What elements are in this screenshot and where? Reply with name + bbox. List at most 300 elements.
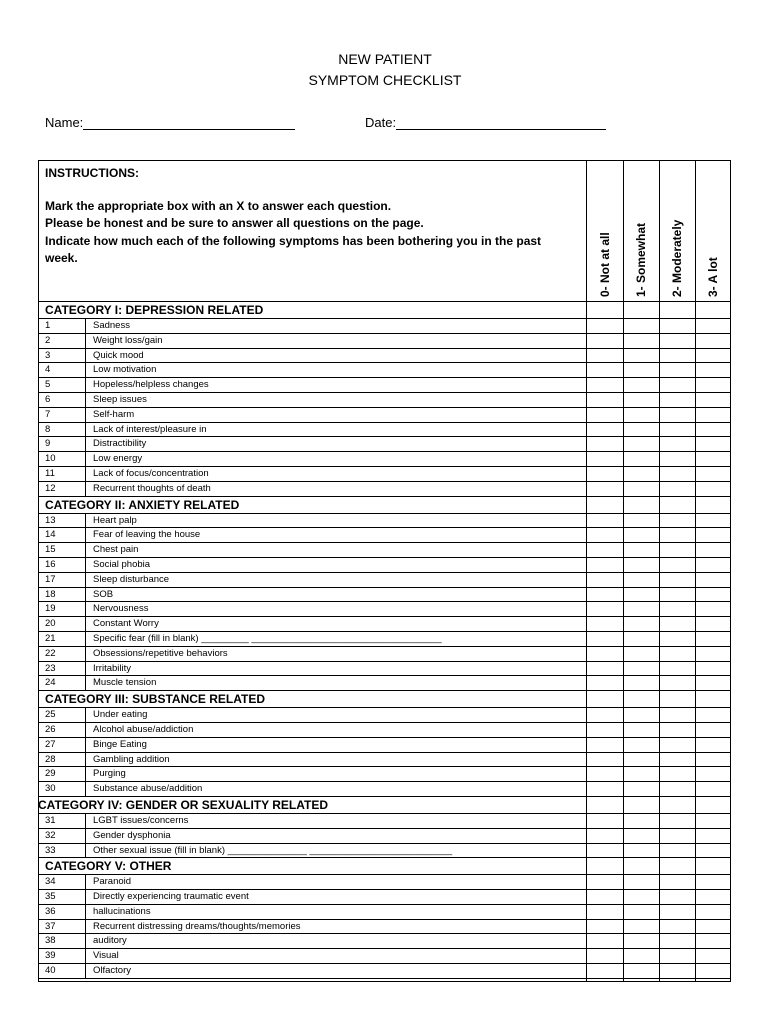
symptom-number: 13 xyxy=(45,514,56,526)
answer-box-somewhat[interactable] xyxy=(624,647,659,661)
symptom-label: Substance abuse/addition xyxy=(93,783,203,795)
symptom-row xyxy=(38,588,731,603)
category-heading: CATEGORY V: OTHER xyxy=(38,858,731,875)
answer-box-not-at-all[interactable] xyxy=(587,588,623,602)
answer-box-not-at-all[interactable] xyxy=(587,934,623,948)
answer-box-somewhat[interactable] xyxy=(624,738,659,752)
symptom-number: 17 xyxy=(45,573,56,585)
answer-box-not-at-all[interactable] xyxy=(587,334,623,348)
date-blank-line[interactable] xyxy=(396,116,606,130)
symptom-number: 27 xyxy=(45,738,56,750)
answer-box-moderately[interactable] xyxy=(660,767,695,781)
answer-box-somewhat[interactable] xyxy=(624,829,659,843)
form-title-line1: NEW PATIENT xyxy=(338,51,432,67)
symptom-number: 3 xyxy=(45,349,51,361)
answer-box-a-lot[interactable] xyxy=(696,423,731,437)
answer-box-a-lot[interactable] xyxy=(696,676,731,690)
answer-box-a-lot[interactable] xyxy=(696,738,731,752)
symptom-label: Weight loss/gain xyxy=(93,334,163,346)
symptom-label: Nervousness xyxy=(93,603,149,615)
instructions-line-2: Please be honest and be sure to answer all questions on the page. xyxy=(45,216,424,230)
answer-box-not-at-all[interactable] xyxy=(587,319,623,333)
number-column-divider xyxy=(85,393,86,407)
answer-box-a-lot[interactable] xyxy=(696,829,731,843)
symptom-number: 12 xyxy=(45,482,56,494)
answer-box-somewhat[interactable] xyxy=(624,617,659,631)
answer-box-somewhat[interactable] xyxy=(624,767,659,781)
symptom-number: 31 xyxy=(45,814,56,826)
answer-box-a-lot[interactable] xyxy=(696,617,731,631)
number-column-divider xyxy=(85,617,86,631)
symptom-label: Under eating xyxy=(93,709,148,721)
symptom-number: 5 xyxy=(45,379,51,391)
answer-box-not-at-all[interactable] xyxy=(587,814,623,828)
answer-box-somewhat[interactable] xyxy=(624,514,659,528)
symptom-number: 7 xyxy=(45,408,51,420)
answer-box-somewhat[interactable] xyxy=(624,905,659,919)
symptom-label: Low energy xyxy=(93,453,143,465)
answer-box-moderately[interactable] xyxy=(660,393,695,407)
answer-box-not-at-all[interactable] xyxy=(587,482,623,496)
answer-box-somewhat[interactable] xyxy=(624,319,659,333)
answer-box-moderately[interactable] xyxy=(660,378,695,392)
answer-box-somewhat[interactable] xyxy=(624,920,659,934)
symptom-label: SOB xyxy=(93,588,114,600)
answer-box-a-lot[interactable] xyxy=(696,452,731,466)
answer-box-a-lot[interactable] xyxy=(696,558,731,572)
symptom-number: 15 xyxy=(45,544,56,556)
number-column-divider xyxy=(85,829,86,843)
symptom-row xyxy=(38,573,731,588)
number-column-divider xyxy=(85,708,86,722)
answer-box-not-at-all[interactable] xyxy=(587,738,623,752)
symptom-number: 29 xyxy=(45,768,56,780)
answer-box-a-lot[interactable] xyxy=(696,437,731,451)
answer-box-somewhat[interactable] xyxy=(624,890,659,904)
symptom-label: Paranoid xyxy=(93,876,132,888)
answer-box-moderately[interactable] xyxy=(660,528,695,542)
symptom-label: Gender dysphonia xyxy=(93,829,171,841)
answer-box-a-lot[interactable] xyxy=(696,708,731,722)
symptom-label: Olfactory xyxy=(93,965,132,977)
symptom-label: Sleep disturbance xyxy=(93,573,170,585)
answer-box-somewhat[interactable] xyxy=(624,753,659,767)
number-column-divider xyxy=(85,514,86,528)
number-column-divider xyxy=(85,934,86,948)
answer-box-not-at-all[interactable] xyxy=(587,890,623,904)
answer-box-somewhat[interactable] xyxy=(624,964,659,978)
symptom-label: Self-harm xyxy=(93,408,135,420)
answer-box-a-lot[interactable] xyxy=(696,514,731,528)
answer-box-somewhat[interactable] xyxy=(624,814,659,828)
answer-box-somewhat[interactable] xyxy=(624,588,659,602)
answer-box-not-at-all[interactable] xyxy=(587,920,623,934)
answer-box-a-lot[interactable] xyxy=(696,662,731,676)
symptom-row xyxy=(38,349,731,364)
answer-box-a-lot[interactable] xyxy=(696,844,731,858)
symptom-label: Chest pain xyxy=(93,544,139,556)
symptom-row xyxy=(38,934,731,949)
symptom-number: 1 xyxy=(45,320,51,331)
answer-box-not-at-all[interactable] xyxy=(587,467,623,481)
answer-box-not-at-all[interactable] xyxy=(587,349,623,363)
answer-box-moderately[interactable] xyxy=(660,875,695,889)
answer-box-somewhat[interactable] xyxy=(624,393,659,407)
symptom-label: Alcohol abuse/addiction xyxy=(93,723,194,735)
answer-box-somewhat[interactable] xyxy=(624,676,659,690)
symptom-row xyxy=(38,543,731,558)
symptom-row xyxy=(38,632,731,647)
symptom-row xyxy=(38,905,731,920)
symptom-row xyxy=(38,723,731,738)
answer-box-somewhat[interactable] xyxy=(624,708,659,722)
symptom-number: 9 xyxy=(45,438,51,450)
number-column-divider xyxy=(85,452,86,466)
symptom-label: Fear of leaving the house xyxy=(93,529,201,541)
symptom-row xyxy=(38,844,731,859)
answer-box-moderately[interactable] xyxy=(660,890,695,904)
symptom-label: auditory xyxy=(93,935,127,947)
symptom-row xyxy=(38,738,731,753)
answer-box-moderately[interactable] xyxy=(660,814,695,828)
symptom-number: 33 xyxy=(45,844,56,856)
answer-box-moderately[interactable] xyxy=(660,319,695,333)
date-field[interactable] xyxy=(365,115,606,130)
symptom-row xyxy=(38,890,731,905)
number-column-divider xyxy=(85,814,86,828)
symptom-label: Muscle tension xyxy=(93,677,157,689)
answer-box-moderately[interactable] xyxy=(660,514,695,528)
symptom-row xyxy=(38,363,731,378)
answer-box-not-at-all[interactable] xyxy=(587,753,623,767)
answer-box-not-at-all[interactable] xyxy=(587,558,623,572)
symptom-label: Visual xyxy=(93,950,119,962)
answer-box-not-at-all[interactable] xyxy=(587,617,623,631)
symptom-label: hallucinations xyxy=(93,905,151,917)
answer-box-a-lot[interactable] xyxy=(696,408,731,422)
answer-box-somewhat[interactable] xyxy=(624,363,659,377)
answer-box-a-lot[interactable] xyxy=(696,349,731,363)
answer-box-moderately[interactable] xyxy=(660,617,695,631)
answer-box-moderately[interactable] xyxy=(660,482,695,496)
symptom-row xyxy=(38,334,731,349)
symptom-number: 10 xyxy=(45,453,56,465)
answer-box-a-lot[interactable] xyxy=(696,920,731,934)
answer-box-not-at-all[interactable] xyxy=(587,723,623,737)
answer-box-not-at-all[interactable] xyxy=(587,423,623,437)
answer-box-a-lot[interactable] xyxy=(696,934,731,948)
symptom-label: Social phobia xyxy=(93,558,151,570)
answer-box-moderately[interactable] xyxy=(660,949,695,963)
answer-box-not-at-all[interactable] xyxy=(587,662,623,676)
answer-box-not-at-all[interactable] xyxy=(587,767,623,781)
symptom-row xyxy=(38,528,731,543)
answer-box-a-lot[interactable] xyxy=(696,964,731,978)
answer-box-not-at-all[interactable] xyxy=(587,632,623,646)
symptom-number: 24 xyxy=(45,677,56,689)
symptom-label: Specific fear (fill in blank) _________ ____________________________________ xyxy=(93,632,442,644)
answer-box-not-at-all[interactable] xyxy=(587,437,623,451)
answer-box-a-lot[interactable] xyxy=(696,482,731,496)
answer-box-not-at-all[interactable] xyxy=(587,393,623,407)
name-field[interactable] xyxy=(45,115,295,130)
symptom-row xyxy=(38,814,731,829)
symptom-row xyxy=(38,875,731,890)
category-heading: CATEGORY I: DEPRESSION RELATED xyxy=(38,302,731,319)
answer-box-moderately[interactable] xyxy=(660,437,695,451)
answer-box-moderately[interactable] xyxy=(660,708,695,722)
symptom-number: 4 xyxy=(45,364,51,376)
symptom-label: Directly experiencing traumatic event xyxy=(93,891,249,903)
answer-box-a-lot[interactable] xyxy=(696,334,731,348)
answer-box-a-lot[interactable] xyxy=(696,573,731,587)
answer-box-a-lot[interactable] xyxy=(696,905,731,919)
answer-box-not-at-all[interactable] xyxy=(587,514,623,528)
answer-box-not-at-all[interactable] xyxy=(587,543,623,557)
number-column-divider xyxy=(85,588,86,602)
instructions-line-1: Mark the appropriate box with an X to answer each question. xyxy=(45,198,392,213)
answer-box-moderately[interactable] xyxy=(660,467,695,481)
symptom-number: 2 xyxy=(45,334,51,346)
symptom-row xyxy=(38,514,731,529)
symptom-label: Lack of focus/concentration xyxy=(93,467,209,479)
answer-box-somewhat[interactable] xyxy=(624,934,659,948)
answer-box-somewhat[interactable] xyxy=(624,573,659,587)
symptom-row xyxy=(38,920,731,935)
answer-box-moderately[interactable] xyxy=(660,647,695,661)
symptom-label: Binge Eating xyxy=(93,738,147,750)
answer-box-somewhat[interactable] xyxy=(624,602,659,616)
symptom-row xyxy=(38,558,731,573)
symptom-label: Low motivation xyxy=(93,364,157,376)
answer-box-not-at-all[interactable] xyxy=(587,949,623,963)
answer-box-a-lot[interactable] xyxy=(696,588,731,602)
symptom-label: Other sexual issue (fill in blank) _______________ ___________________________ xyxy=(93,844,453,856)
answer-box-a-lot[interactable] xyxy=(696,890,731,904)
answer-box-somewhat[interactable] xyxy=(624,334,659,348)
symptom-label: Lack of interest/pleasure in xyxy=(93,423,207,435)
scale-header-not-at-all: 0- Not at all xyxy=(598,232,612,297)
answer-box-moderately[interactable] xyxy=(660,363,695,377)
answer-box-a-lot[interactable] xyxy=(696,602,731,616)
answer-box-somewhat[interactable] xyxy=(624,662,659,676)
number-column-divider xyxy=(85,753,86,767)
symptom-row xyxy=(38,617,731,632)
symptom-number: 14 xyxy=(45,529,56,541)
symptom-label: Purging xyxy=(93,768,126,780)
symptom-number: 38 xyxy=(45,935,56,947)
answer-box-moderately[interactable] xyxy=(660,588,695,602)
symptom-row xyxy=(38,708,731,723)
answer-box-a-lot[interactable] xyxy=(696,753,731,767)
symptom-number: 18 xyxy=(45,588,56,600)
answer-box-not-at-all[interactable] xyxy=(587,363,623,377)
answer-box-a-lot[interactable] xyxy=(696,393,731,407)
symptom-row xyxy=(38,408,731,423)
answer-box-not-at-all[interactable] xyxy=(587,573,623,587)
answer-box-not-at-all[interactable] xyxy=(587,844,623,858)
symptom-number: 22 xyxy=(45,647,56,659)
answer-box-somewhat[interactable] xyxy=(624,528,659,542)
symptom-number: 35 xyxy=(45,891,56,903)
answer-box-not-at-all[interactable] xyxy=(587,602,623,616)
number-column-divider xyxy=(85,964,86,978)
symptom-row xyxy=(38,647,731,662)
symptom-number: 20 xyxy=(45,618,56,630)
answer-box-moderately[interactable] xyxy=(660,920,695,934)
number-column-divider xyxy=(85,949,86,963)
symptom-row xyxy=(38,423,731,438)
answer-box-somewhat[interactable] xyxy=(624,723,659,737)
number-column-divider xyxy=(85,408,86,422)
answer-box-a-lot[interactable] xyxy=(696,632,731,646)
symptom-label: LGBT issues/concerns xyxy=(93,814,189,826)
category-heading: CATEGORY IV: GENDER OR SEXUALITY RELATED xyxy=(38,797,731,814)
number-column-divider xyxy=(85,467,86,481)
answer-box-moderately[interactable] xyxy=(660,452,695,466)
answer-box-moderately[interactable] xyxy=(660,334,695,348)
answer-box-a-lot[interactable] xyxy=(696,363,731,377)
answer-box-not-at-all[interactable] xyxy=(587,452,623,466)
answer-box-somewhat[interactable] xyxy=(624,482,659,496)
answer-box-moderately[interactable] xyxy=(660,782,695,796)
number-column-divider xyxy=(85,558,86,572)
number-column-divider xyxy=(85,723,86,737)
number-column-divider xyxy=(85,437,86,451)
symptom-label: Recurrent distressing dreams/thoughts/memories xyxy=(93,920,301,932)
answer-box-moderately[interactable] xyxy=(660,829,695,843)
answer-box-somewhat[interactable] xyxy=(624,558,659,572)
answer-box-moderately[interactable] xyxy=(660,905,695,919)
number-column-divider xyxy=(85,844,86,858)
scale-header-moderately: 2- Moderately xyxy=(670,219,684,297)
answer-box-somewhat[interactable] xyxy=(624,782,659,796)
answer-box-not-at-all[interactable] xyxy=(587,408,623,422)
answer-box-not-at-all[interactable] xyxy=(587,875,623,889)
answer-box-moderately[interactable] xyxy=(660,753,695,767)
answer-box-moderately[interactable] xyxy=(660,964,695,978)
answer-box-somewhat[interactable] xyxy=(624,543,659,557)
category-heading: CATEGORY III: SUBSTANCE RELATED xyxy=(38,691,731,708)
answer-box-moderately[interactable] xyxy=(660,558,695,572)
answer-box-not-at-all[interactable] xyxy=(587,964,623,978)
answer-box-not-at-all[interactable] xyxy=(587,676,623,690)
answer-box-a-lot[interactable] xyxy=(696,647,731,661)
symptom-number: 39 xyxy=(45,950,56,962)
answer-box-a-lot[interactable] xyxy=(696,319,731,333)
symptom-number: 26 xyxy=(45,723,56,735)
answer-box-moderately[interactable] xyxy=(660,844,695,858)
answer-box-moderately[interactable] xyxy=(660,423,695,437)
scale-header-somewhat: 1- Somewhat xyxy=(634,222,648,297)
number-column-divider xyxy=(85,676,86,690)
answer-box-a-lot[interactable] xyxy=(696,875,731,889)
answer-box-moderately[interactable] xyxy=(660,602,695,616)
number-column-divider xyxy=(85,528,86,542)
symptom-row xyxy=(38,964,731,979)
answer-box-not-at-all[interactable] xyxy=(587,905,623,919)
symptom-number: 16 xyxy=(45,558,56,570)
answer-box-somewhat[interactable] xyxy=(624,378,659,392)
answer-box-a-lot[interactable] xyxy=(696,814,731,828)
symptom-label: Recurrent thoughts of death xyxy=(93,482,211,494)
number-column-divider xyxy=(85,363,86,377)
answer-box-a-lot[interactable] xyxy=(696,543,731,557)
answer-box-somewhat[interactable] xyxy=(624,408,659,422)
answer-box-somewhat[interactable] xyxy=(624,632,659,646)
answer-box-somewhat[interactable] xyxy=(624,844,659,858)
answer-box-a-lot[interactable] xyxy=(696,767,731,781)
number-column-divider xyxy=(85,905,86,919)
answer-box-somewhat[interactable] xyxy=(624,467,659,481)
symptom-number: 37 xyxy=(45,920,56,932)
number-column-divider xyxy=(85,920,86,934)
answer-box-somewhat[interactable] xyxy=(624,949,659,963)
answer-box-moderately[interactable] xyxy=(660,723,695,737)
answer-box-a-lot[interactable] xyxy=(696,528,731,542)
answer-box-a-lot[interactable] xyxy=(696,782,731,796)
answer-box-not-at-all[interactable] xyxy=(587,708,623,722)
number-column-divider xyxy=(85,378,86,392)
symptom-row xyxy=(38,782,731,797)
symptom-number: 8 xyxy=(45,423,51,435)
answer-box-not-at-all[interactable] xyxy=(587,647,623,661)
answer-box-not-at-all[interactable] xyxy=(587,378,623,392)
instructions-block xyxy=(45,165,575,268)
answer-box-moderately[interactable] xyxy=(660,676,695,690)
answer-box-somewhat[interactable] xyxy=(624,452,659,466)
answer-box-moderately[interactable] xyxy=(660,738,695,752)
symptom-label: Heart palp xyxy=(93,514,137,526)
name-blank-line[interactable] xyxy=(83,116,295,130)
number-column-divider xyxy=(85,349,86,363)
answer-box-moderately[interactable] xyxy=(660,543,695,557)
answer-box-not-at-all[interactable] xyxy=(587,782,623,796)
answer-box-somewhat[interactable] xyxy=(624,437,659,451)
answer-box-moderately[interactable] xyxy=(660,573,695,587)
number-column-divider xyxy=(85,647,86,661)
answer-box-a-lot[interactable] xyxy=(696,467,731,481)
answer-box-a-lot[interactable] xyxy=(696,378,731,392)
answer-box-a-lot[interactable] xyxy=(696,949,731,963)
symptom-row xyxy=(38,676,731,691)
symptom-row xyxy=(38,319,731,334)
number-column-divider xyxy=(85,662,86,676)
symptom-label: Hopeless/helpless changes xyxy=(93,379,209,391)
symptom-number: 21 xyxy=(45,632,56,644)
answer-box-somewhat[interactable] xyxy=(624,875,659,889)
symptom-label: Constant Worry xyxy=(93,618,159,630)
answer-box-somewhat[interactable] xyxy=(624,349,659,363)
symptom-number: 6 xyxy=(45,393,51,405)
answer-box-moderately[interactable] xyxy=(660,349,695,363)
answer-box-moderately[interactable] xyxy=(660,632,695,646)
symptom-row xyxy=(38,767,731,782)
symptom-row xyxy=(38,452,731,467)
instructions-line-3: Indicate how much each of the following symptoms has been bothering you in the past week. xyxy=(45,233,542,265)
symptom-row xyxy=(38,467,731,482)
answer-box-somewhat[interactable] xyxy=(624,423,659,437)
answer-box-moderately[interactable] xyxy=(660,662,695,676)
answer-box-not-at-all[interactable] xyxy=(587,829,623,843)
answer-box-a-lot[interactable] xyxy=(696,723,731,737)
symptom-number: 23 xyxy=(45,662,56,674)
symptom-number: 11 xyxy=(45,467,55,479)
answer-box-moderately[interactable] xyxy=(660,934,695,948)
answer-box-moderately[interactable] xyxy=(660,408,695,422)
number-column-divider xyxy=(85,738,86,752)
answer-box-not-at-all[interactable] xyxy=(587,528,623,542)
